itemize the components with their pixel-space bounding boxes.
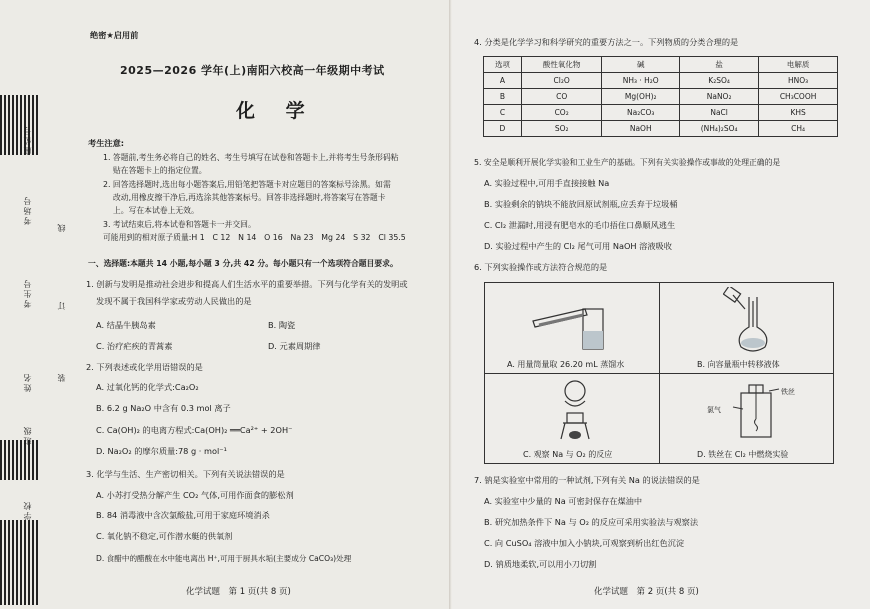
table-cell: HNO₃ xyxy=(759,73,838,89)
table-header-cell: 酸性氧化物 xyxy=(521,57,602,73)
table-row xyxy=(484,73,838,89)
q2-option-c: C. Ca(OH)₂ 的电离方程式:Ca(OH)₂ ══Ca²⁺ + 2OH⁻ xyxy=(96,425,293,435)
note-text: 改动,用橡皮擦干净后,再选涂其他答案标号。回答非选择题时,将答案写在答题卡 xyxy=(113,193,386,202)
q3-option-d: D. 食醋中的醋酸在水中能电离出 H⁺,可用于厨具水垢(主要成分 CaCO₃)处理 xyxy=(96,554,352,563)
q4-stem: 4. 分类是化学学习和科学研究的重要方法之一。下列物质的分类合理的是 xyxy=(474,37,739,47)
figure-caption-d: D. 铁丝在 Cl₂ 中燃烧实验 xyxy=(697,450,789,459)
line-mark: 线 xyxy=(57,222,66,232)
q1-option-a: A. 结晶牛胰岛素 xyxy=(96,320,156,330)
table-cell: CH₃COOH xyxy=(759,89,838,105)
note-text: 上。写在本试卷上无效。 xyxy=(113,206,199,215)
q6-stem: 6. 下列实验操作或方法符合规范的是 xyxy=(474,262,608,272)
table-cell: D xyxy=(484,121,522,137)
table-row xyxy=(484,89,838,105)
table-cell: CH₄ xyxy=(759,121,838,137)
note-text: 1. 答题前,考生务必将自己的姓名、考生号填写在试卷和答题卡上,并将考生号条形码粘 xyxy=(103,153,399,162)
q5-option-d: D. 实验过程中产生的 Cl₂ 尾气可用 NaOH 溶液吸收 xyxy=(484,241,672,251)
q5-option-c: C. Cl₂ 泄漏时,用浸有肥皂水的毛巾捂住口鼻顺风逃生 xyxy=(484,220,676,230)
school-label: 学校 xyxy=(23,500,32,520)
table-cell: Mg(OH)₂ xyxy=(602,89,680,105)
q1-option-b: B. 陶瓷 xyxy=(268,320,296,330)
binding-stripes xyxy=(0,520,40,605)
table-cell: KHS xyxy=(759,105,838,121)
page-footer: 化学试题 第 2 页(共 8 页) xyxy=(594,587,699,597)
candidate-no-label: 考生号 xyxy=(23,278,32,308)
table-cell: (NH₄)₂SO₄ xyxy=(680,121,759,137)
q2-stem: 2. 下列表述或化学用语错误的是 xyxy=(86,362,203,372)
q7-stem: 7. 钠是实验室中常用的一种试剂,下列有关 Na 的说法错误的是 xyxy=(474,475,700,485)
notes-heading: 考生注意: xyxy=(88,138,125,148)
atomic-mass-line: 可能用到的相对原子质量:H 1 C 12 N 14 O 16 Na 23 Mg 24 S 32 Cl 35.5 xyxy=(103,233,406,242)
table-row xyxy=(484,121,838,137)
q5-stem: 5. 安全是顺利开展化学实验和工业生产的基础。下列有关实验操作或事故的处理正确的是 xyxy=(474,158,781,167)
table-cell: NH₃ · H₂O xyxy=(602,73,680,89)
figure-caption-a: A. 用量筒量取 26.20 mL 蒸馏水 xyxy=(507,360,625,369)
class-label: 班级 xyxy=(23,425,32,445)
q3-option-c: C. 氧化钠不稳定,可作潜水艇的供氧剂 xyxy=(96,531,233,541)
graduated-cylinder-figure xyxy=(525,291,625,353)
table-cell: Cl₂O xyxy=(521,73,602,89)
table-cell: B xyxy=(484,89,522,105)
volumetric-flask-figure xyxy=(723,287,793,357)
q5-option-a: A. 实验过程中,可用手直接接触 Na xyxy=(484,178,610,188)
figure-caption-b: B. 向容量瓶中转移液体 xyxy=(697,360,780,369)
binding-stripes xyxy=(0,440,40,480)
seal-mark: 订 xyxy=(57,300,66,310)
table-header-cell: 碱 xyxy=(602,57,680,73)
experiment-figure-grid xyxy=(484,282,834,464)
name-label: 姓名 xyxy=(23,372,32,392)
table-header-cell: 盐 xyxy=(680,57,759,73)
exam-room-label: 考场号 xyxy=(23,195,32,225)
table-cell: A xyxy=(484,73,522,89)
table-row xyxy=(484,105,838,121)
label-iron-wire: 铁丝 xyxy=(781,388,795,396)
q1-stem: 1. 创新与发明是推动社会进步和提高人们生活水平的重要举措。下列与化学有关的发明或 xyxy=(86,279,408,289)
table-header-row xyxy=(484,57,838,73)
q1-stem: 发现不属于我国科学家或劳动人民做出的是 xyxy=(96,296,252,306)
table-cell: NaCl xyxy=(680,105,759,121)
table-cell: NaNO₂ xyxy=(680,89,759,105)
q7-option-b: B. 研究加热条件下 Na 与 O₂ 的反应可采用实验法与观察法 xyxy=(484,517,699,527)
grid-divider xyxy=(485,373,833,374)
exam-title: 2025—2026 学年(上)南阳六校高一年级期中考试 xyxy=(120,64,385,77)
note-text: 2. 回答选择题时,选出每小题答案后,用铅笔把答题卡对应题目的答案标号涂黑。如需 xyxy=(103,180,391,189)
label-chlorine-gas: 氯气 xyxy=(707,406,721,414)
note-text: 贴在答题卡上的指定位置。 xyxy=(113,166,207,175)
bind-mark: 装 xyxy=(57,372,66,382)
table-cell: CO₂ xyxy=(521,105,602,121)
binding-stripes xyxy=(0,95,40,155)
classification-table xyxy=(483,56,838,137)
observe-sodium-figure xyxy=(545,377,605,443)
q2-option-d: D. Na₂O₂ 的摩尔质量:78 g · mol⁻¹ xyxy=(96,446,227,456)
q1-option-d: D. 元素周期律 xyxy=(268,341,321,351)
section-heading: 一、选择题:本题共 14 小题,每小题 3 分,共 42 分。每小题只有一个选项符合题目要求。 xyxy=(88,259,398,268)
table-header-cell: 选项 xyxy=(484,57,522,73)
q7-option-d: D. 钠质地柔软,可以用小刀切割 xyxy=(484,559,597,569)
figure-caption-c: C. 观察 Na 与 O₂ 的反应 xyxy=(523,450,613,459)
q3-option-a: A. 小苏打受热分解产生 CO₂ 气体,可用作面食的膨松剂 xyxy=(96,490,294,500)
table-cell: K₂SO₄ xyxy=(680,73,759,89)
table-cell: NaOH xyxy=(602,121,680,137)
table-cell: SO₂ xyxy=(521,121,602,137)
seat-label: 座位号 xyxy=(23,125,32,155)
table-header-cell: 电解质 xyxy=(759,57,838,73)
q3-stem: 3. 化学与生活、生产密切相关。下列有关说法错误的是 xyxy=(86,469,285,479)
q7-option-c: C. 向 CuSO₄ 溶液中加入小钠块,可观察到析出红色沉淀 xyxy=(484,538,685,548)
q2-option-a: A. 过氧化钙的化学式:Ca₂O₂ xyxy=(96,382,199,392)
q7-option-a: A. 实验室中少量的 Na 可密封保存在煤油中 xyxy=(484,496,643,506)
page-footer: 化学试题 第 1 页(共 8 页) xyxy=(186,587,291,597)
q3-option-b: B. 84 消毒液中含次氯酸盐,可用于家庭环境消杀 xyxy=(96,510,270,520)
table-cell: C xyxy=(484,105,522,121)
secret-mark: 绝密★启用前 xyxy=(90,30,139,40)
note-text: 3. 考试结束后,将本试卷和答题卡一并交回。 xyxy=(103,220,256,229)
table-cell: Na₂CO₃ xyxy=(602,105,680,121)
q2-option-b: B. 6.2 g Na₂O 中含有 0.3 mol 离子 xyxy=(96,403,231,413)
subject-title: 化 学 xyxy=(236,100,317,122)
q1-option-c: C. 治疗疟疾的青蒿素 xyxy=(96,341,173,351)
table-cell: CO xyxy=(521,89,602,105)
q5-option-b: B. 实验剩余的钠块不能放回原试剂瓶,应丢弃于垃圾桶 xyxy=(484,199,678,209)
